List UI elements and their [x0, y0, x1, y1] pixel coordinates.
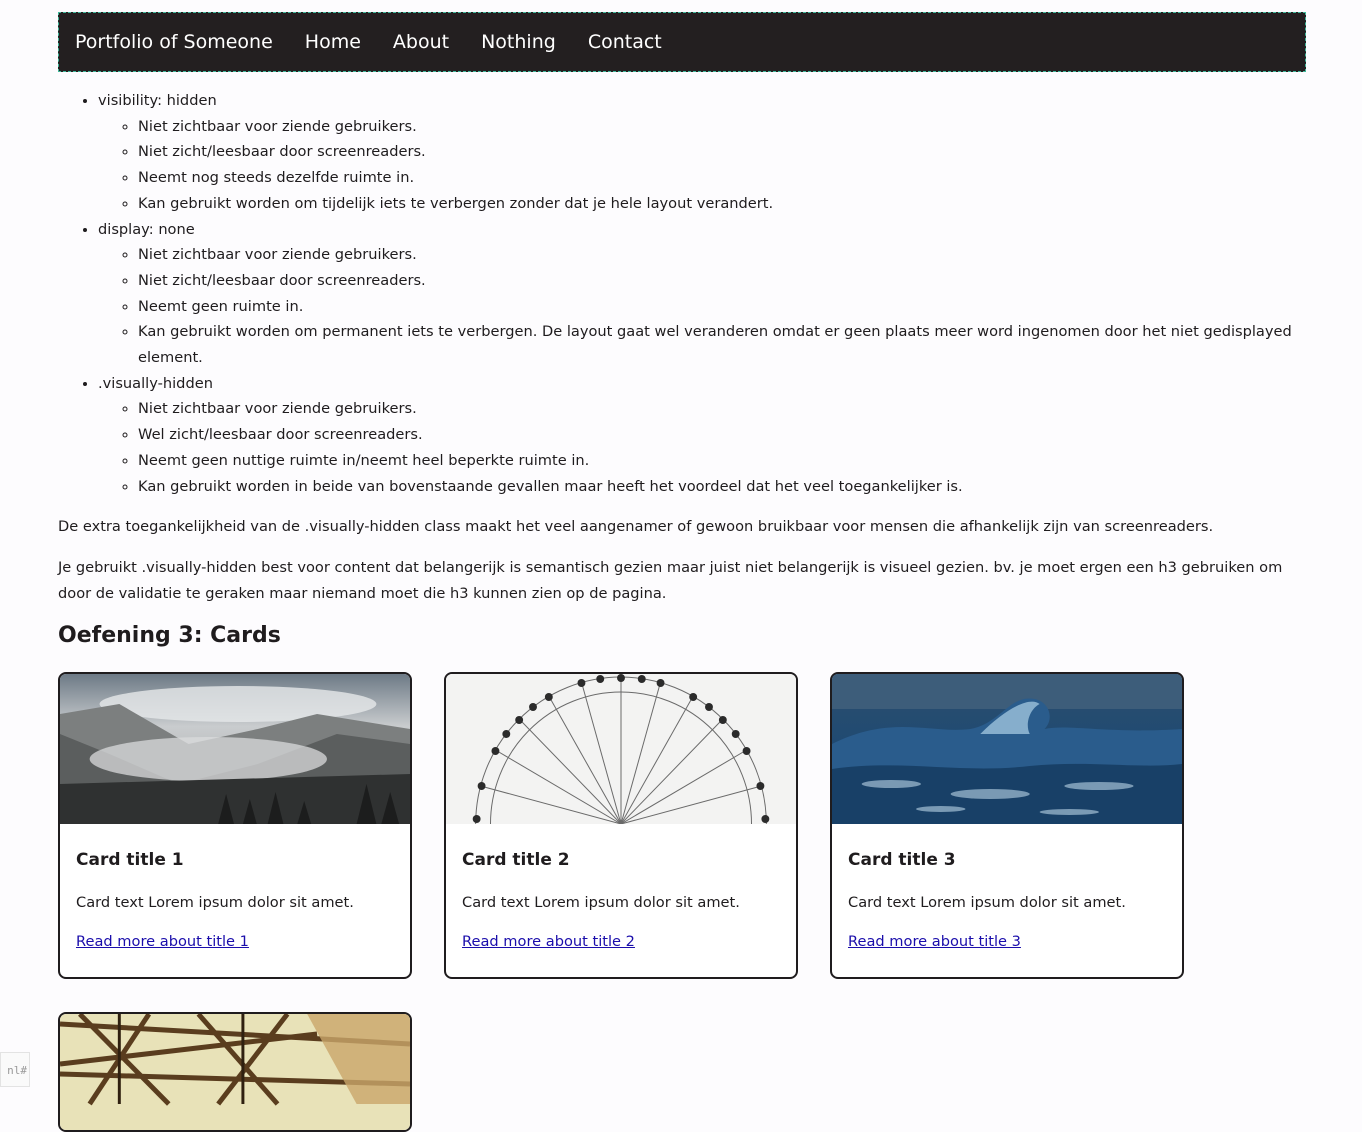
- card-read-more-link[interactable]: Read more about title 1: [76, 933, 249, 950]
- corner-hint: nl#: [0, 1052, 30, 1087]
- card-image-steel-structure: [60, 1014, 410, 1132]
- sub-list-item: ◦ Niet zichtbaar voor ziende gebruikers.: [138, 242, 1306, 268]
- list-item: [98, 371, 1306, 500]
- list-item: [98, 217, 1306, 371]
- card-text: Card text Lorem ipsum dolor sit amet.: [76, 894, 354, 911]
- list-item-label: .visually-hidden: [98, 374, 213, 392]
- sub-list: [98, 396, 1306, 499]
- card-4: [58, 1012, 412, 1132]
- card-image-mountains: [60, 674, 410, 824]
- sub-list-item: ◦ Niet zichtbaar voor ziende gebruikers.: [138, 114, 1306, 140]
- visibility-list: [58, 88, 1306, 499]
- card-1: [58, 672, 412, 979]
- card-3: [830, 672, 1184, 979]
- nav-link-home[interactable]: Home: [304, 31, 361, 53]
- sub-list-item: ◦ Kan gebruikt worden om tijdelijk iets te verbergen zonder dat je hele layout verandert.: [138, 191, 1306, 217]
- page: [58, 12, 1306, 950]
- sub-list-item: ◦ Kan gebruikt worden om permanent iets te verbergen. De layout gaat wel veranderen omdat er geen plaats meer word ingenomen door het niet gedisplayed element.: [138, 319, 1306, 370]
- card-image-ferris-wheel: [446, 674, 796, 824]
- list-item-label: display: none: [98, 220, 195, 238]
- sub-list-item: ◦ Neemt geen ruimte in.: [138, 294, 1306, 320]
- sub-list-item: ◦ Wel zicht/leesbaar door screenreaders.: [138, 422, 1306, 448]
- section-title: Oefening 3: Cards: [58, 623, 281, 648]
- main-nav: [58, 12, 1306, 72]
- paragraph-usage: Je gebruikt .visually-hidden best voor content dat belangerijk is semantisch gezien maar juist niet belangerijk is visueel gezien. bv. je moet ergen een h3 gebruiken om door de validatie te geraken maar niemand moet die h3 kunnen zien op de pagina.: [58, 559, 1283, 602]
- nav-brand-link[interactable]: Portfolio of Someone: [75, 31, 273, 53]
- card-text: Card text Lorem ipsum dolor sit amet.: [848, 894, 1126, 911]
- nav-link-contact[interactable]: Contact: [587, 31, 662, 53]
- sub-list: [98, 242, 1306, 371]
- sub-list-item: ◦ Niet zicht/leesbaar door screenreaders.: [138, 268, 1306, 294]
- paragraph-accessibility: De extra toegankelijkheid van de .visually-hidden class maakt het veel aangenamer of gewoon bruikbaar voor mensen die afhankelijk zijn van screenreaders.: [58, 518, 1214, 535]
- card-title: Card title 2: [462, 850, 570, 870]
- list-item-label: visibility: hidden: [98, 92, 217, 109]
- card-read-more-link[interactable]: Read more about title 2: [462, 933, 635, 950]
- sub-list: [98, 114, 1306, 217]
- card-title: Card title 1: [76, 850, 184, 870]
- sub-list-item: ◦ Neemt geen nuttige ruimte in/neemt heel beperkte ruimte in.: [138, 448, 1306, 474]
- nav-link-about[interactable]: About: [392, 31, 450, 53]
- card-2: [444, 672, 798, 979]
- card-text: Card text Lorem ipsum dolor sit amet.: [462, 894, 740, 911]
- list-item: [98, 88, 1306, 217]
- card-read-more-link[interactable]: Read more about title 3: [848, 933, 1021, 950]
- card-title: Card title 3: [848, 850, 956, 870]
- sub-list-item: ◦ Niet zicht/leesbaar door screenreaders.: [138, 139, 1306, 165]
- card-image-wave: [832, 674, 1182, 824]
- sub-list-item: ◦ Neemt nog steeds dezelfde ruimte in.: [138, 165, 1306, 191]
- sub-list-item: ◦ Niet zichtbaar voor ziende gebruikers.: [138, 396, 1306, 422]
- nav-link-nothing[interactable]: Nothing: [481, 31, 556, 53]
- sub-list-item: ◦ Kan gebruikt worden in beide van bovenstaande gevallen maar heeft het voordeel dat het veel toegankelijker is.: [138, 474, 1306, 500]
